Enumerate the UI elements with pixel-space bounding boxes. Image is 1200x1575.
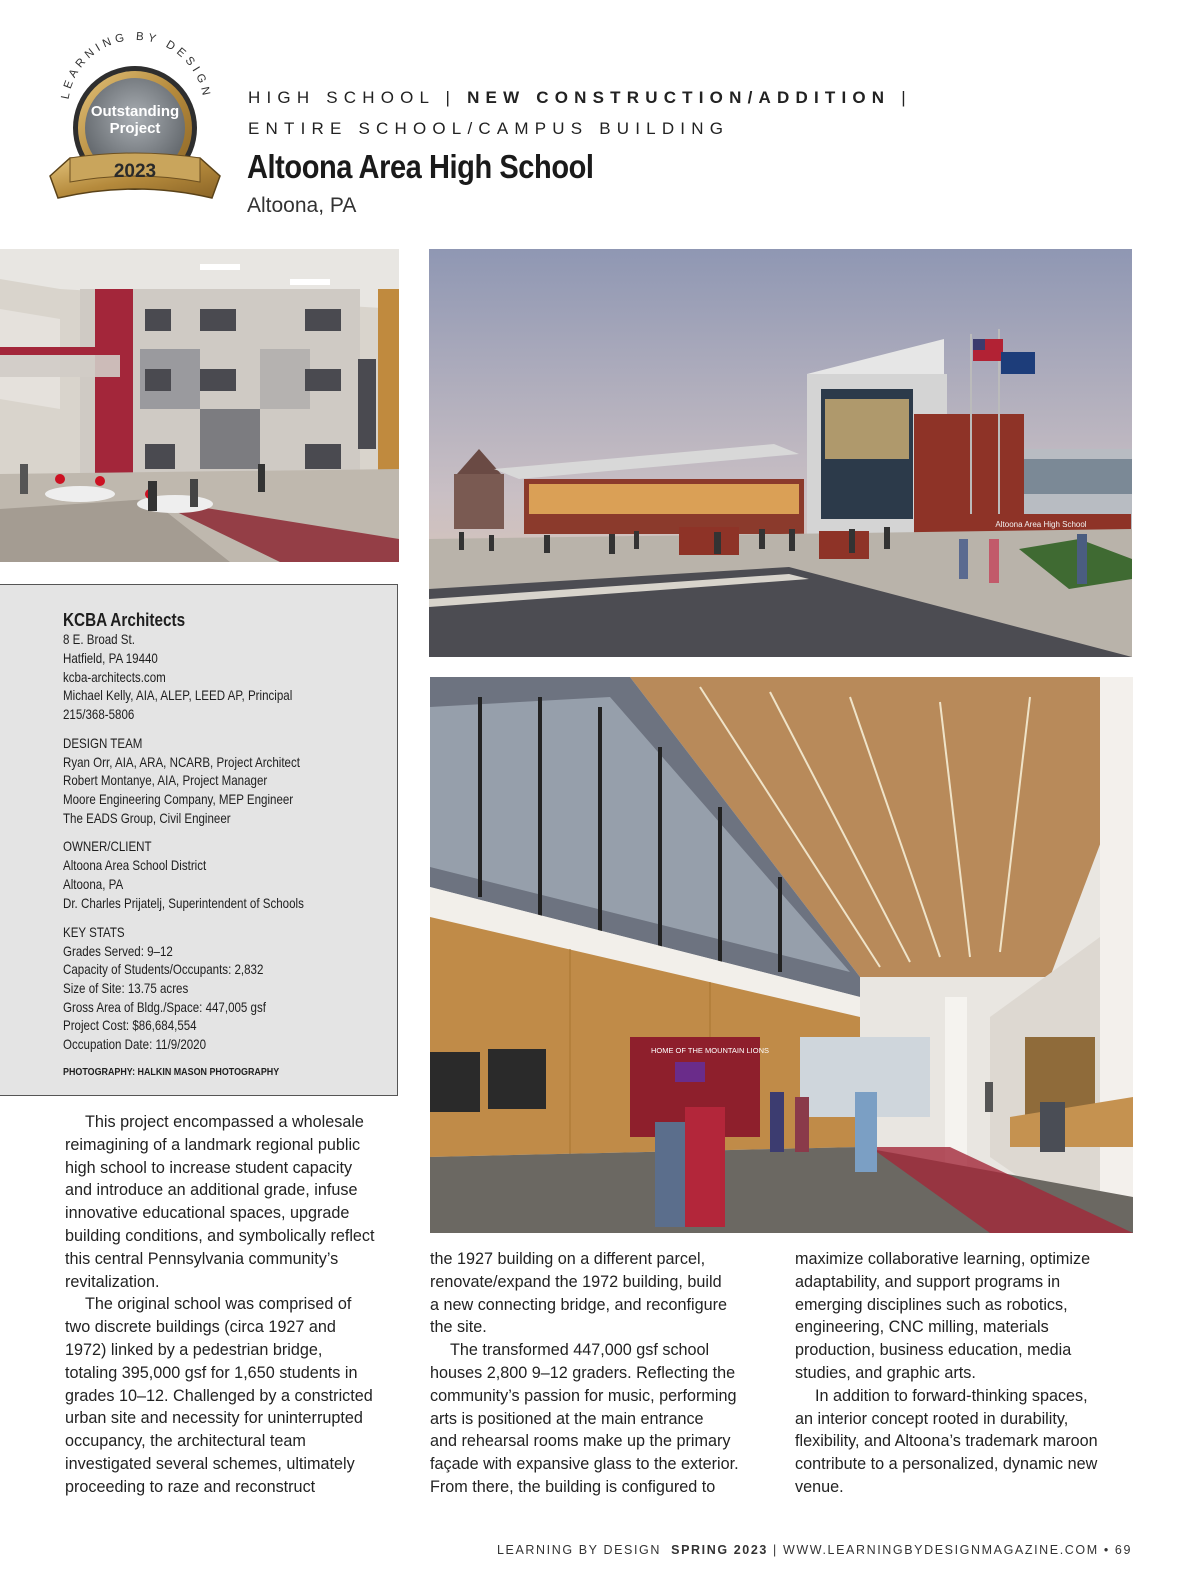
project-title: Altoona Area High School [247,148,594,185]
design-team-member: Robert Montanye, AIA, Project Manager [63,773,268,788]
body-text-line: flexibility, and Altoona’s trademark maroon [795,1432,1098,1451]
body-text-line: and rehearsal rooms make up the primary [430,1432,731,1451]
firm-website: kcba-architects.com [63,670,166,685]
badge-line1: Outstanding [90,103,180,120]
page-number: 69 [1114,1543,1132,1557]
firm-address: 8 E. Broad St. [63,632,135,647]
body-text-line: urban site and necessity for uninterrupted [65,1409,363,1428]
body-text-line: contribute to a personalized, dynamic new [795,1455,1098,1474]
body-text-line: emerging disciplines such as robotics, [795,1295,1068,1314]
body-text-line: revitalization. [65,1272,160,1291]
body-text-line: The transformed 447,000 gsf school [450,1341,710,1360]
body-text-line: venue. [795,1477,844,1496]
body-text-line: this central Pennsylvania community’s [65,1249,339,1268]
body-column-1 [65,1111,375,1499]
photo-credit: PHOTOGRAPHY: HALKIN MASON PHOTOGRAPHY [63,1066,280,1078]
body-text-line: The original school was comprised of [85,1295,352,1314]
interior-corridor-photo [430,677,1133,1233]
design-team-member: Ryan Orr, AIA, ARA, NCARB, Project Architect [63,755,300,770]
body-text-line: investigated several schemes, ultimately [65,1454,355,1473]
key-stat: Size of Site: 13.75 acres [63,981,189,996]
body-text-line: production, business education, media [795,1341,1072,1360]
category-primary: HIGH SCHOOL | [248,88,468,107]
footer-bullet: • [1098,1543,1115,1557]
footer-issue: SPRING 2023 [671,1543,768,1557]
key-stats-heading: KEY STATS [63,925,125,940]
body-text-line: reimagining of a landmark regional public [65,1135,361,1154]
body-text-line: studies, and graphic arts. [795,1363,976,1382]
body-text-line: proceeding to raze and reconstruct [65,1477,316,1496]
body-text-line: high school to increase student capacity [65,1158,353,1177]
footer-magazine: LEARNING BY DESIGN [496,1543,661,1557]
badge-arc-text: LEARNING BY DESIGN [59,30,213,101]
body-text-line: and introduce an additional grade, infuse [65,1181,358,1200]
hallway-sign-text: HOME OF THE MOUNTAIN LIONS [650,1046,770,1055]
design-team-member: Moore Engineering Company, MEP Engineer [63,792,294,807]
body-text-line: arts is positioned at the main entrance [430,1409,704,1428]
body-text-line: an interior concept rooted in durability, [795,1409,1069,1428]
category-line-1 [248,88,912,108]
body-column-2 [430,1248,739,1499]
body-text-line: From there, the building is configured to [430,1477,716,1496]
firm-phone: 215/368-5806 [63,707,135,722]
body-text-line: the site. [430,1318,487,1337]
owner-line: Dr. Charles Prijatelj, Superintendent of Schools [63,896,304,911]
body-text-line: totaling 395,000 gsf for 1,650 students in [65,1363,358,1382]
key-stat: Occupation Date: 11/9/2020 [63,1037,207,1052]
firm-contact: Michael Kelly, AIA, ALEP, LEED AP, Principal [63,688,293,703]
firm-city: Hatfield, PA 19440 [63,651,158,666]
body-text-line: renovate/expand the 1972 building, build [430,1272,722,1291]
body-text-line: maximize collaborative learning, optimize [795,1250,1091,1268]
badge-line2: Project [109,120,161,137]
project-location: Altoona, PA [247,194,357,217]
owner-line: Altoona Area School District [63,858,207,873]
body-text-line: This project encompassed a wholesale [85,1113,364,1131]
category-separator: | [890,88,912,107]
page-footer [497,1543,1132,1557]
interior-atrium-photo [0,249,399,562]
body-text-line: occupancy, the architectural team [65,1432,306,1451]
project-info-box [0,584,398,1096]
body-text-line: houses 2,800 9–12 graders. Reflecting the [430,1363,736,1382]
owner-line: Altoona, PA [63,877,124,892]
outstanding-project-badge [40,30,230,220]
body-text-line: 1972) linked by a pedestrian bridge, [65,1340,323,1359]
key-stat: Capacity of Students/Occupants: 2,832 [63,962,264,977]
exterior-sign-text: Altoona Area High School [995,520,1087,529]
body-text-line: two discrete buildings (circa 1927 and [65,1318,336,1337]
firm-name: KCBA Architects [63,610,186,630]
owner-heading: OWNER/CLIENT [63,839,152,854]
body-text-line: building conditions, and symbolically reflect [65,1226,375,1245]
key-stat: Project Cost: $86,684,554 [63,1018,197,1033]
key-stat: Grades Served: 9–12 [63,944,173,959]
body-text-line: In addition to forward-thinking spaces, [815,1386,1088,1405]
key-stat: Gross Area of Bldg./Space: 447,005 gsf [63,1000,266,1015]
badge-year: 2023 [113,161,157,182]
body-text-line: grades 10–12. Challenged by a constricted [65,1386,373,1405]
category-line-2: ENTIRE SCHOOL/CAMPUS BUILDING [248,119,730,138]
body-text-line: a new connecting bridge, and reconfigure [430,1295,727,1314]
body-text-line: façade with expansive glass to the exterior. [430,1455,739,1474]
category-type: NEW CONSTRUCTION/ADDITION [467,88,891,107]
footer-separator: | [767,1543,783,1557]
body-column-3 [795,1248,1098,1499]
body-text-line: community’s passion for music, performing [430,1386,737,1405]
body-text-line: engineering, CNC milling, materials [795,1318,1049,1337]
body-text-line: adaptability, and support programs in [795,1272,1061,1291]
design-team-heading: DESIGN TEAM [63,736,143,751]
design-team-member: The EADS Group, Civil Engineer [63,811,231,826]
exterior-dusk-photo [429,249,1132,657]
footer-url: WWW.LEARNINGBYDESIGNMAGAZINE.COM [782,1543,1099,1557]
body-text-line: the 1927 building on a different parcel, [430,1250,706,1268]
body-text-line: innovative educational spaces, upgrade [65,1204,350,1223]
